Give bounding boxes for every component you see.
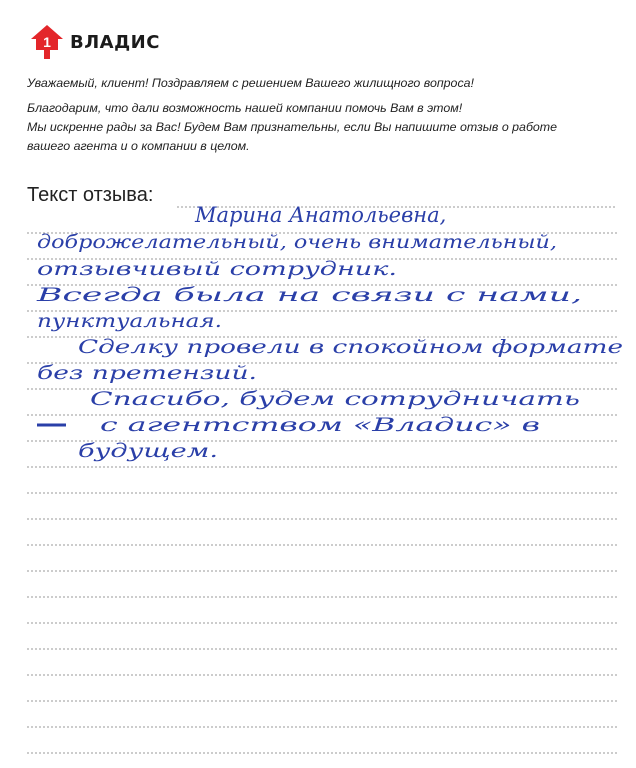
handwritten-line: Спасибо, будем сотрудничать [90, 388, 580, 410]
thanks-line-3: вашего агента и о компании в целом. [27, 139, 250, 153]
handwritten-line: доброжелательный, очень внимательный, [37, 231, 557, 253]
review-label: Текст отзыва: [27, 184, 154, 206]
brand-name: ВЛАДИС [70, 31, 160, 53]
handwritten-line: отзывчивый сотрудник. [37, 258, 397, 280]
handwritten-line: с агентством «Владис» в [100, 414, 540, 436]
handwritten-line: Всегда была на связи с нами, [35, 284, 583, 306]
logo-badge-number: 1 [43, 34, 51, 50]
greeting-line: Уважаемый, клиент! Поздравляем с решением Вашего жилищного вопроса! [27, 76, 474, 90]
thanks-line-2: Мы искренне рады за Вас! Будем Вам признательны, если Вы напишите отзыв о работе [27, 120, 558, 134]
handwritten-line: без претензий. [37, 362, 257, 384]
handwritten-line: пунктуальная. [37, 310, 222, 332]
handwritten-line: будущем. [78, 440, 218, 462]
thanks-line-1: Благодарим, что дали возможность нашей компании помочь Вам в этом! [27, 101, 463, 115]
handwritten-line: Сделку провели в спокойном формате [78, 336, 623, 358]
handwritten-line: Марина Анатольевна, [195, 203, 447, 227]
